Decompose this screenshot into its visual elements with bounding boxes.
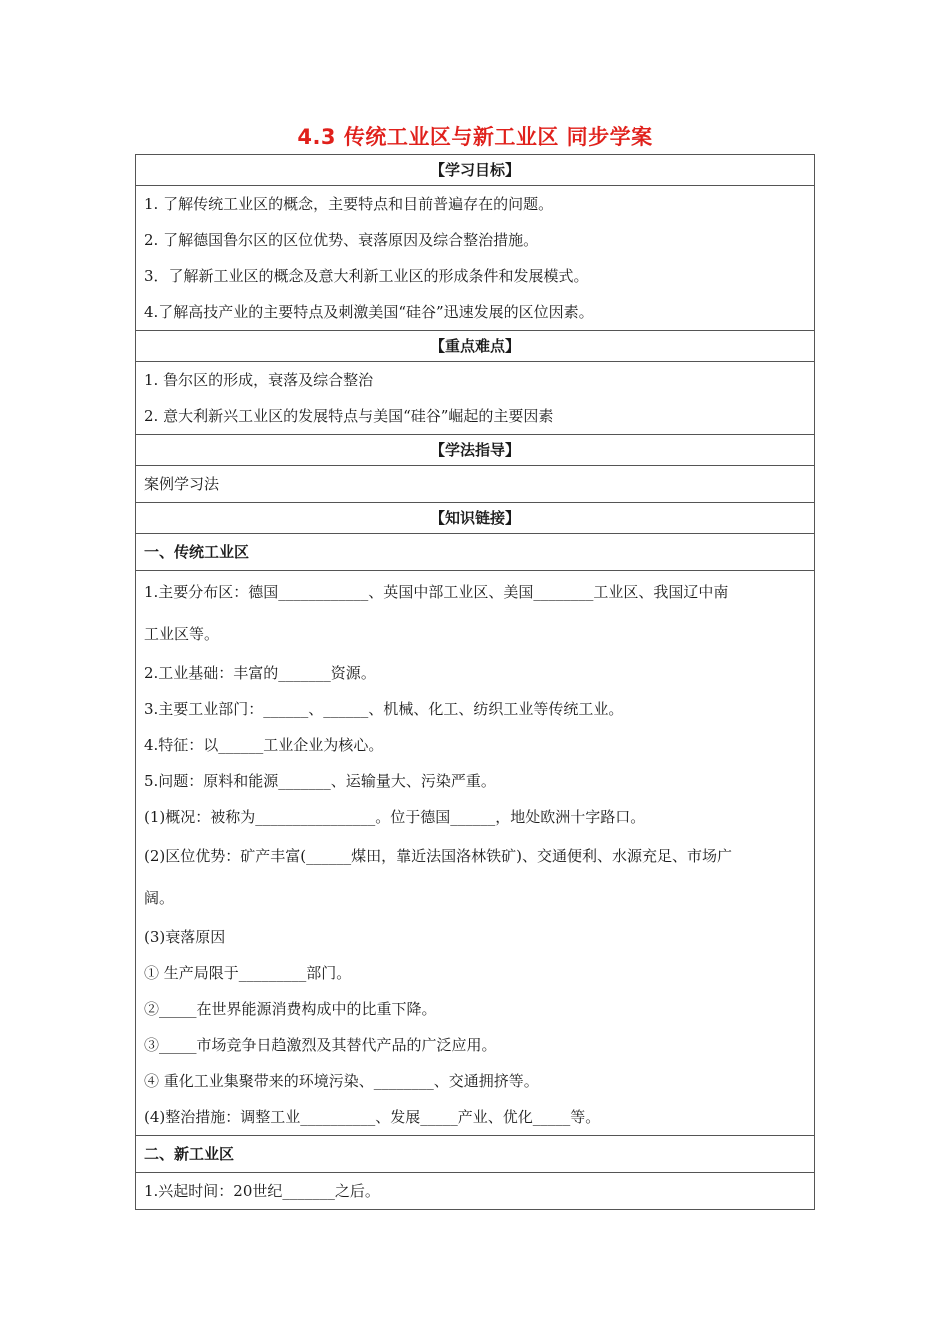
section2-title-row <box>136 1136 814 1173</box>
section1-title-row <box>136 534 814 571</box>
knowledge-line: (1)概况：被称为________________。位于德国______，地处欧洲十字路口。 <box>144 808 646 826</box>
knowledge-line: 1.主要分布区：德国____________、英国中部工业区、美国________工业区、我国辽中南 <box>144 583 729 601</box>
section2-body <box>136 1173 814 1209</box>
knowledge-line: 阔。 <box>144 889 175 907</box>
section2-title: 二、新工业区 <box>144 1145 235 1163</box>
knowledge-line: 1.兴起时间：20世纪_______之后。 <box>144 1182 380 1200</box>
knowledge-line: 4.特征：以______工业企业为核心。 <box>144 736 384 754</box>
objective-item: 1. 了解传统工业区的概念，主要特点和目前普遍存在的问题。 <box>144 195 554 213</box>
section1-body <box>136 571 814 1136</box>
knowledge-line: (4)整治措施：调整工业__________、发展_____产业、优化_____等。 <box>144 1108 601 1126</box>
key-points-section <box>136 362 814 435</box>
method-header: 【学法指导】 <box>136 435 814 466</box>
knowledge-line: 5.问题：原料和能源_______、运输量大、污染严重。 <box>144 772 496 790</box>
knowledge-line: ②_____在世界能源消费构成中的比重下降。 <box>144 1000 437 1018</box>
key-point-item: 1. 鲁尔区的形成，衰落及综合整治 <box>144 371 374 389</box>
objective-item: 2. 了解德国鲁尔区的区位优势、衰落原因及综合整治措施。 <box>144 231 539 249</box>
knowledge-line: ③_____市场竞争日趋激烈及其替代产品的广泛应用。 <box>144 1036 497 1054</box>
objectives-section <box>136 186 814 331</box>
knowledge-line: ④ 重化工业集聚带来的环境污染、________、交通拥挤等。 <box>144 1072 539 1090</box>
study-table <box>135 154 815 1210</box>
page-title: 4.3 传统工业区与新工业区 同步学案 <box>297 125 653 149</box>
knowledge-line: (3)衰落原因 <box>144 928 226 946</box>
method-section <box>136 466 814 503</box>
knowledge-line: 工业区等。 <box>144 625 220 643</box>
key-point-item: 2. 意大利新兴工业区的发展特点与美国“硅谷”崛起的主要因素 <box>144 407 554 425</box>
knowledge-line: 3.主要工业部门：______、______、机械、化工、纺织工业等传统工业。 <box>144 700 624 718</box>
method-text: 案例学习法 <box>144 475 220 493</box>
objective-item: 3．了解新工业区的概念及意大利新工业区的形成条件和发展模式。 <box>144 267 589 285</box>
knowledge-line: (2)区位优势：矿产丰富(______煤田，靠近法国洛林铁矿)、交通便利、水源充足、市场广 <box>144 847 732 865</box>
objective-item: 4.了解高技产业的主要特点及刺激美国“硅谷”迅速发展的区位因素。 <box>144 303 594 321</box>
key-points-header: 【重点难点】 <box>136 331 814 362</box>
objectives-header: 【学习目标】 <box>136 155 814 186</box>
section1-title: 一、传统工业区 <box>144 543 250 561</box>
knowledge-line: ① 生产局限于_________部门。 <box>144 964 352 982</box>
knowledge-header: 【知识链接】 <box>136 503 814 534</box>
knowledge-line: 2.工业基础：丰富的_______资源。 <box>144 664 376 682</box>
